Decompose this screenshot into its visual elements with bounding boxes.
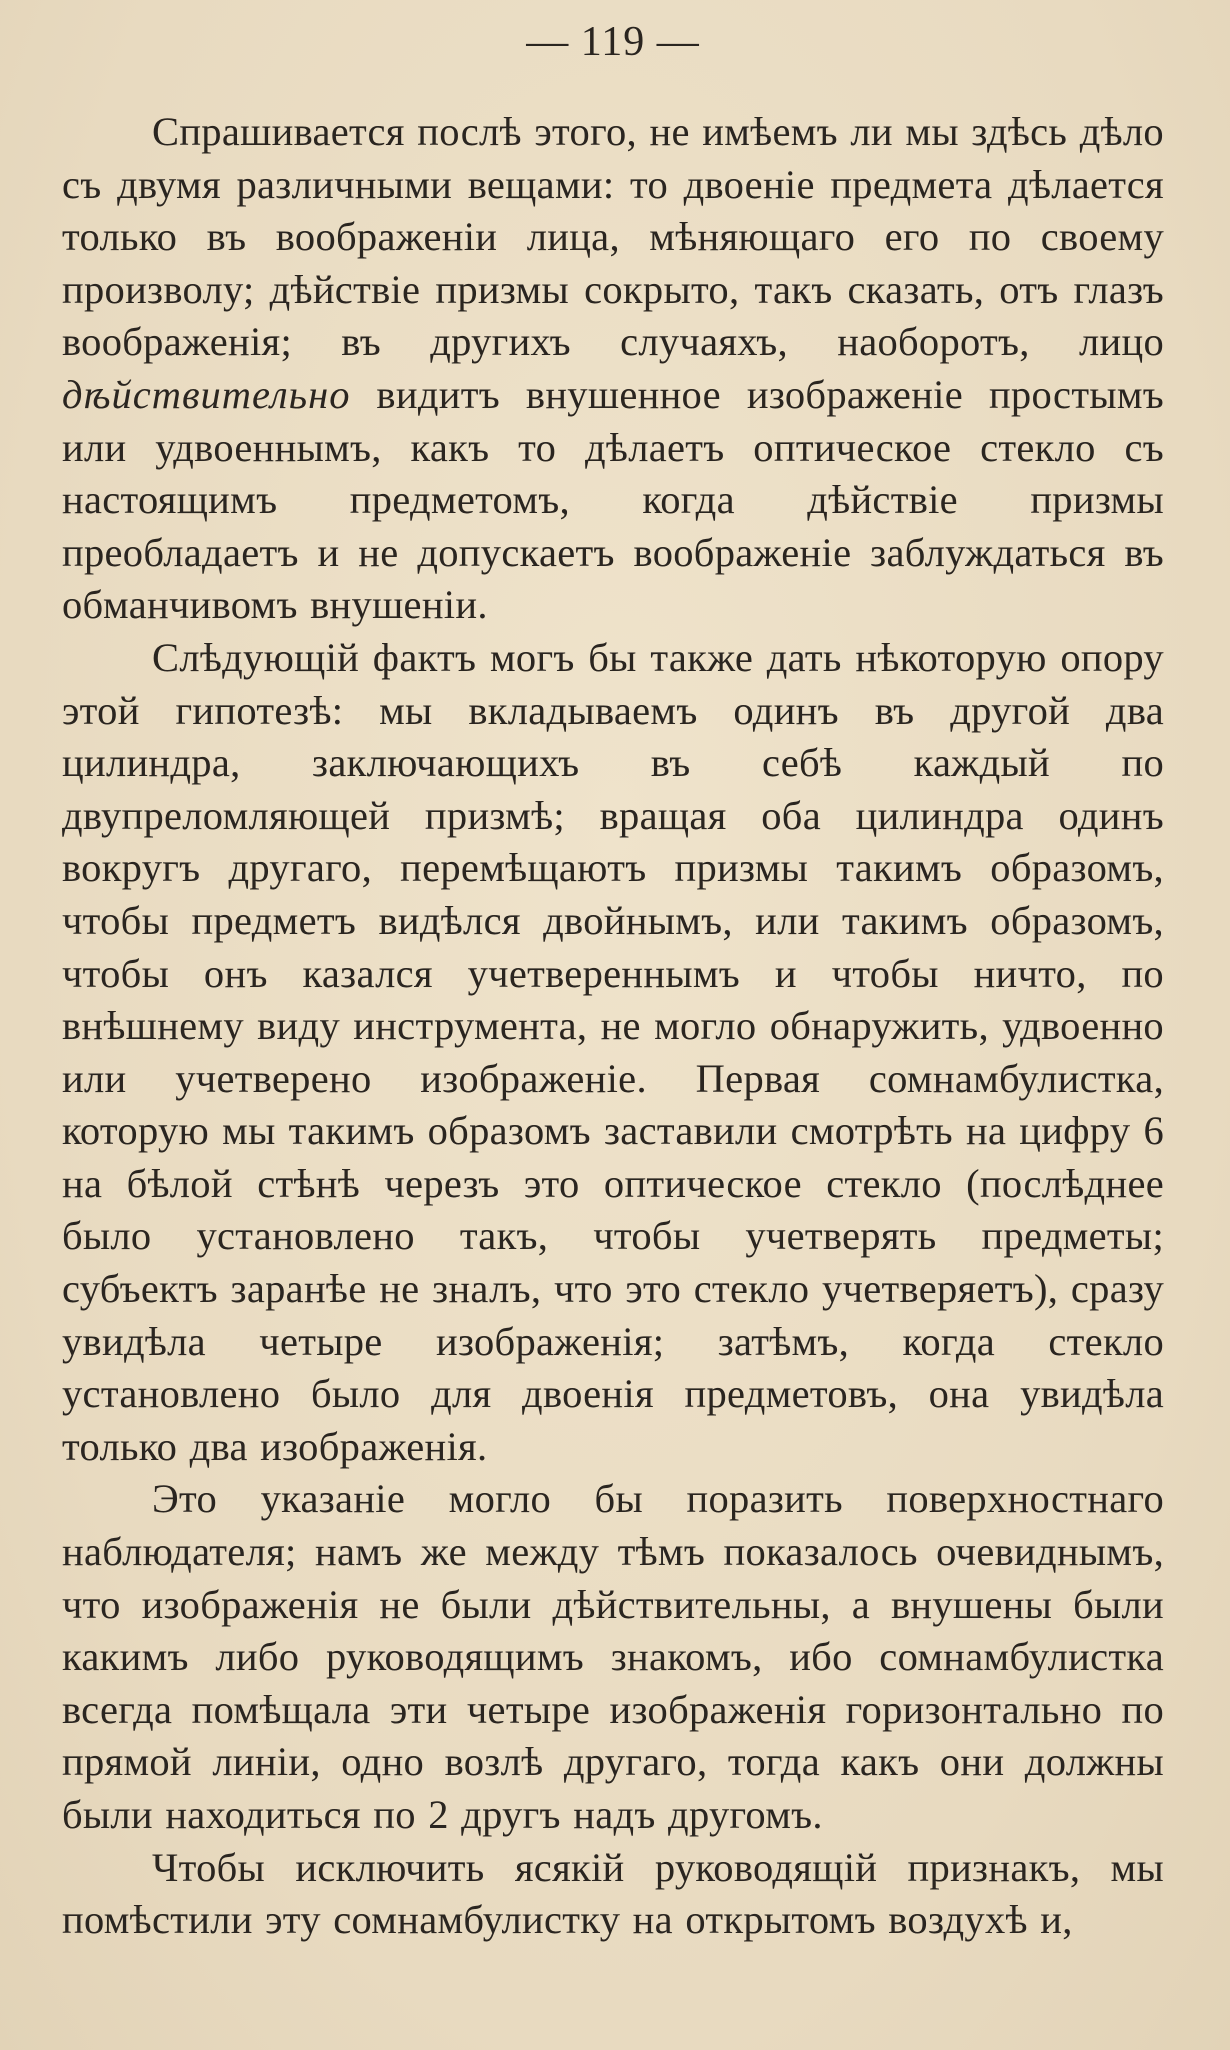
- page-number: — 119 —: [526, 19, 700, 65]
- paragraph-2: Слѣдующій фактъ могъ бы также дать нѣкоторую опору этой гипотезѣ: мы вкладываемъ одинъ въ другой два цилиндра, заключающихъ въ себѣ каждый по двупреломляющей призмѣ; вращая оба цилиндра одинъ вокругъ другаго, перемѣщаютъ призмы такимъ образомъ, чтобы предметъ видѣлся двойнымъ, или такимъ образомъ, чтобы онъ казался учетвереннымъ и чтобы ничто, по внѣшнему виду инструмента, не могло обнаружить, удвоенно или учетверено изображеніе. Первая сомнамбулистка, которую мы такимъ образомъ заставили смотрѣть на цифру 6 на бѣлой стѣнѣ черезъ это оптическое стекло (послѣднее было установлено такъ, чтобы учетверять предметы; субъектъ заранѣе не зналъ, что это стекло учетверяетъ), сразу увидѣла четыре изображенія; затѣмъ, когда стекло установлено было для двоенія предметовъ, она увидѣла только два изображенія.: [62, 634, 1164, 1469]
- paragraph-1-text-end: видитъ внушенное изображеніе простымъ или удвоеннымъ, какъ то дѣлаетъ оптическое стекло съ настоящимъ предметомъ, когда дѣйствіе призмы преобладаетъ и не допускаетъ воображеніе заблуждаться въ обманчивомъ внушеніи.: [62, 371, 1164, 628]
- paragraph-3: Это указаніе могло бы поразить поверхностнаго наблюдателя; намъ же между тѣмъ показалось очевиднымъ, что изображенія не были дѣйствительны, а внушены были какимъ либо руководящимъ знакомъ, ибо сомнамбулистка всегда помѣщала эти четыре изображенія горизонтально по прямой линіи, одно возлѣ другаго, тогда какъ они должны были находиться по 2 другъ надъ другомъ.: [62, 1476, 1164, 1837]
- paragraph-4: Чтобы исключить ясякій руководящій признакъ, мы помѣстили эту сомнамбулистку на открытомъ воздухѣ и,: [62, 1844, 1164, 1943]
- paragraph-1: [62, 106, 1164, 632]
- paragraph-1-text-start: Спрашивается послѣ этого, не имѣемъ ли мы здѣсь дѣло съ двумя различными вещами: то двоеніе предмета дѣлается только въ воображеніи лица, мѣняющаго его по своему произволу; дѣйствіе призмы сокрыто, такъ сказать, отъ глазъ воображенія; въ другихъ случаяхъ, наоборотъ, лицо: [62, 109, 1164, 365]
- paragraph-1-emphasis: дѣйствительно: [62, 371, 351, 417]
